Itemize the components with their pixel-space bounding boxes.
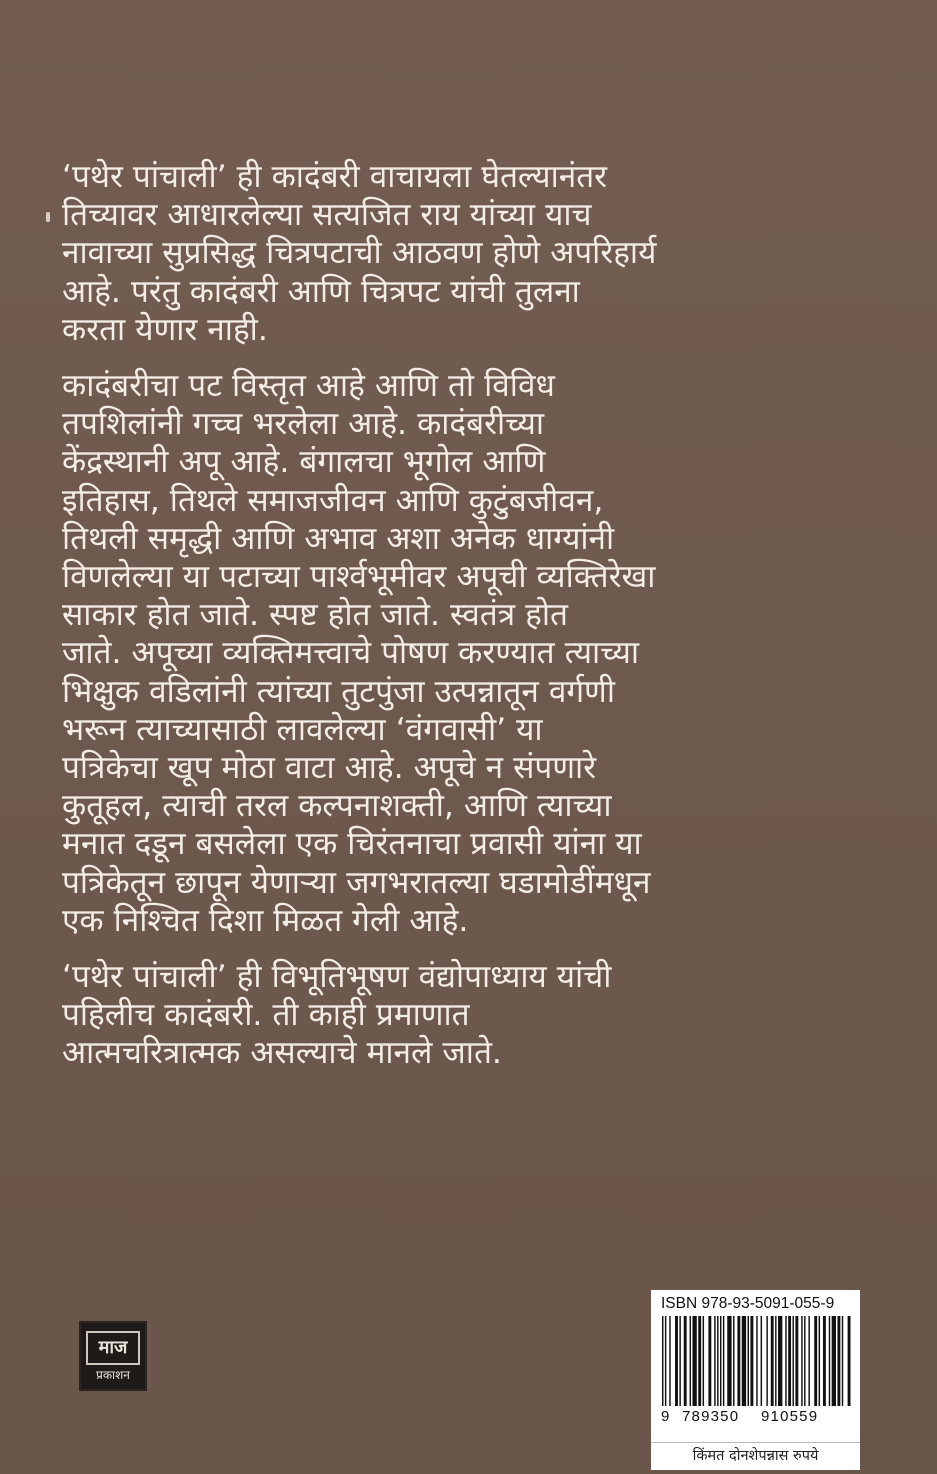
barcode-bar	[748, 1316, 749, 1406]
barcode-icon	[659, 1316, 852, 1408]
barcode-bar	[675, 1316, 678, 1406]
blurb-line: तिथली समृद्धी आणि अभाव अशा अनेक धाग्यांनी	[62, 520, 615, 557]
blurb-text	[62, 158, 842, 1091]
blurb-paragraph-2	[62, 367, 842, 940]
barcode-bar	[788, 1316, 791, 1406]
blurb-line: विणलेल्या या पटाच्या पार्श्वभूमीवर अपूची व्यक्तिरेखा	[62, 559, 656, 596]
barcode-bar	[795, 1316, 798, 1406]
barcode-digits-left: 789350	[682, 1408, 740, 1425]
barcode-bar	[775, 1316, 776, 1406]
barcode-bar	[708, 1316, 711, 1406]
barcode-bar	[733, 1316, 734, 1406]
blurb-line: नावाच्या सुप्रसिद्ध चित्रपटाची आठवण होणे अपरिहार्य	[62, 235, 657, 272]
barcode-bar	[692, 1316, 696, 1406]
barcode-digit-first: 9	[661, 1408, 670, 1425]
blurb-paragraph-3	[62, 958, 842, 1073]
barcode-digits-right: 910559	[761, 1408, 819, 1425]
barcode-bar	[801, 1316, 802, 1406]
barcode-bar	[665, 1316, 666, 1406]
barcode-bar	[723, 1316, 724, 1406]
barcode-bar	[714, 1316, 715, 1406]
barcode-bar	[737, 1316, 740, 1406]
barcode-bar	[842, 1316, 843, 1406]
blurb-line: केंद्रस्थानी अपू आहे. बंगालचा भूगोल आणि	[62, 444, 546, 481]
barcode-bar	[690, 1316, 691, 1406]
barcode-bar	[698, 1316, 701, 1406]
barcode-bar	[717, 1316, 718, 1406]
blurb-line: कुतूहल, त्याची तरल कल्पनाशक्ती, आणि त्याच्या	[62, 788, 612, 825]
barcode-bar	[750, 1316, 753, 1406]
barcode-bar	[804, 1316, 805, 1406]
barcode-bar	[720, 1316, 721, 1406]
barcode-bar	[829, 1316, 830, 1406]
print-speck	[46, 212, 50, 222]
blurb-line: इतिहास, तिथले समाजजीवन आणि कुटुंबजीवन,	[62, 482, 604, 519]
barcode-bar	[679, 1316, 680, 1406]
barcode-bar	[848, 1316, 851, 1406]
blurb-line: करता येणार नाही.	[62, 311, 268, 348]
isbn-label: ISBN 978-93-5091-055-9	[661, 1295, 835, 1312]
barcode-bar	[662, 1316, 663, 1406]
barcode-bar	[823, 1316, 826, 1406]
blurb-line: पत्रिकेचा खूप मोठा वाटा आहे. अपूचे न संपणारे	[62, 750, 597, 787]
barcode-bar	[832, 1316, 836, 1406]
blurb-line: ‘पथेर पांचाली’ ही कादंबरी वाचायला घेतल्यानंतर	[62, 159, 608, 195]
blurb-line: भिक्षुक वडिलांनी त्यांच्या तुटपुंजा उत्पन्नातून वर्गणी	[62, 673, 615, 710]
barcode-bar	[766, 1316, 767, 1406]
blurb-line: तपशिलांनी गच्च भरलेला आहे. कादंबरीच्या	[62, 406, 545, 443]
blurb-line: पहिलीच कादंबरी. ती काही प्रमाणात	[62, 997, 470, 1034]
barcode-bar	[742, 1316, 746, 1406]
barcode-bar	[837, 1316, 840, 1406]
barcode-bar	[793, 1316, 794, 1406]
barcode-bar	[814, 1316, 817, 1406]
barcode-bar	[703, 1316, 704, 1406]
barcode-bar	[756, 1316, 757, 1406]
blurb-paragraph-1	[62, 158, 842, 349]
blurb-line: एक निश्चित दिशा मिळत गेली आहे.	[62, 902, 469, 939]
barcode-bar	[761, 1316, 762, 1406]
barcode-bar	[727, 1316, 731, 1406]
blurb-line: भरून त्याच्यासाठी लावलेल्या ‘वंगवासी’ या	[62, 711, 543, 748]
blurb-line: कादंबरीचा पट विस्तृत आहे आणि तो विविध	[62, 368, 555, 405]
barcode-bar	[785, 1316, 786, 1406]
publisher-logo	[79, 1321, 147, 1391]
isbn-barcode-block	[651, 1290, 860, 1442]
blurb-line: साकार होत जाते. स्पष्ट होत जाते. स्वतंत्र होत	[62, 597, 568, 634]
barcode-bar	[808, 1316, 809, 1406]
blurb-line: जाते. अपूच्या व्यक्तिमत्त्वाचे पोषण करण्यात त्याच्या	[62, 635, 640, 672]
publisher-logo-mark: माज	[86, 1331, 140, 1365]
barcode-bar	[684, 1316, 687, 1406]
blurb-line: आत्मचरित्रात्मक असल्याचे मानले जाते.	[62, 1035, 502, 1072]
barcode-bar	[819, 1316, 820, 1406]
blurb-line: मनात दडून बसलेला एक चिरंतनाचा प्रवासी यांना या	[62, 826, 642, 863]
blurb-line: आहे. परंतु कादंबरी आणि चित्रपट यांची तुलना	[62, 273, 580, 310]
blurb-line: पत्रिकेतून छापून येणाऱ्या जगभरातल्या घडामोडींमधून	[62, 864, 651, 901]
price-label: किंमत दोनशेपन्नास रुपये	[651, 1442, 860, 1470]
blurb-line: ‘पथेर पांचाली’ ही विभूतिभूषण वंद्योपाध्याय यांची	[62, 959, 612, 996]
barcode-bar	[778, 1316, 782, 1406]
publisher-logo-name: प्रकाशन	[96, 1368, 130, 1382]
barcode-bar	[771, 1316, 774, 1406]
blurb-line: तिच्यावर आधारलेल्या सत्यजित राय यांच्या याच	[62, 197, 592, 234]
barcode-bar	[669, 1316, 670, 1406]
